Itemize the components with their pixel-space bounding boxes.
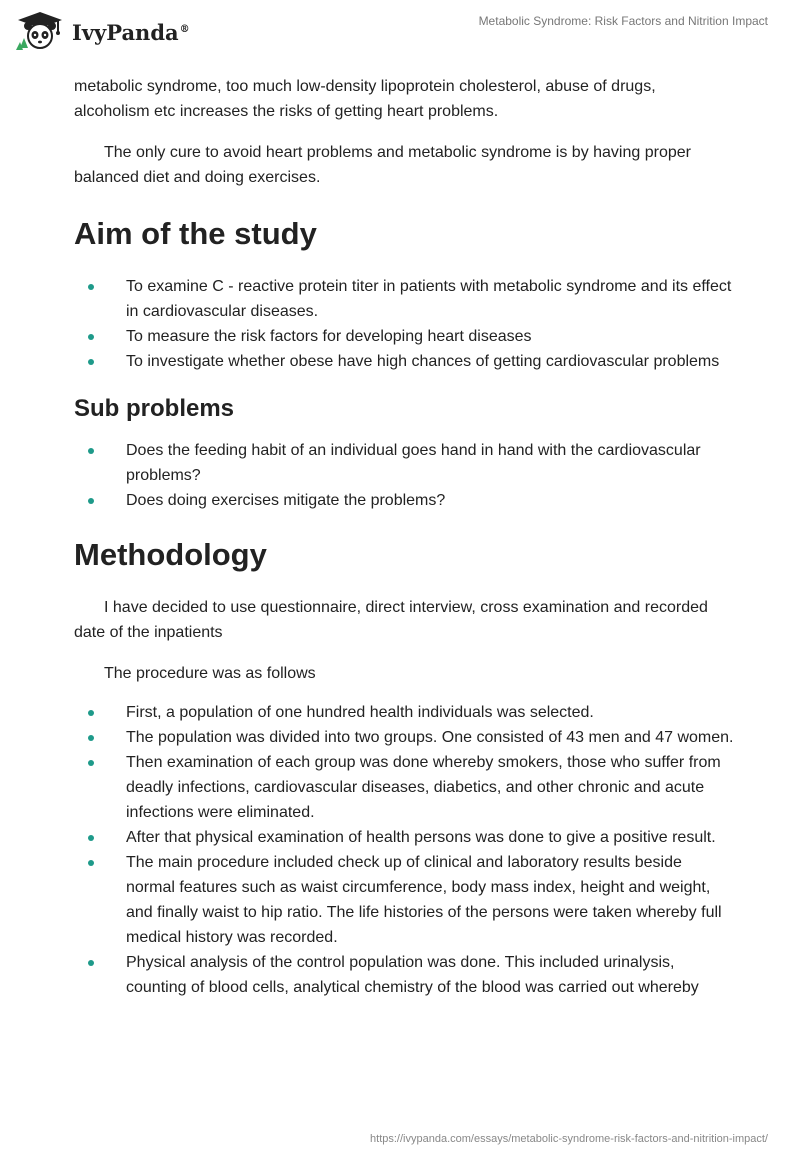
list-item: To examine C - reactive protein titer in patients with metabolic syndrome and its effect in cardiovascular diseases. <box>74 274 734 324</box>
bullet-icon <box>88 334 94 340</box>
list-item: To investigate whether obese have high chances of getting cardiovascular problems <box>74 349 734 374</box>
procedure-list <box>74 700 734 1000</box>
bullet-icon <box>88 710 94 716</box>
list-item: Then examination of each group was done whereby smokers, those who suffer from deadly infections, cardiovascular diseases, diabetics, and other chronic and acute infections were eliminated. <box>74 750 734 825</box>
bullet-icon <box>88 448 94 454</box>
intro-paragraph-2: The only cure to avoid heart problems and metabolic syndrome is by having proper balanced diet and doing exercises. <box>74 144 691 186</box>
page-header <box>0 0 800 70</box>
list-item: First, a population of one hundred health individuals was selected. <box>74 700 734 725</box>
list-item: Does the feeding habit of an individual goes hand in hand with the cardiovascular problems? <box>74 438 734 488</box>
intro-paragraph-1: metabolic syndrome, too much low-density lipoprotein cholesterol, abuse of drugs, alcoholism etc increases the risks of getting heart problems. <box>74 78 656 120</box>
essay-content <box>74 70 734 1000</box>
running-title: Metabolic Syndrome: Risk Factors and Nitrition Impact <box>478 14 768 28</box>
list-item: The population was divided into two groups. One consisted of 43 men and 47 women. <box>74 725 734 750</box>
bullet-icon <box>88 960 94 966</box>
bullet-icon <box>88 860 94 866</box>
methodology-paragraph-2: The procedure was as follows <box>104 665 316 682</box>
list-item: Does doing exercises mitigate the problems? <box>74 488 734 513</box>
methodology-heading: Methodology <box>74 537 267 572</box>
bullet-icon <box>88 284 94 290</box>
list-item: To measure the risk factors for developing heart diseases <box>74 324 734 349</box>
panda-graduate-icon <box>14 10 66 52</box>
aim-heading: Aim of the study <box>74 216 317 251</box>
list-item: After that physical examination of health persons was done to give a positive result. <box>74 825 734 850</box>
sub-problems-list <box>74 438 734 513</box>
brand-name: IvyPanda® <box>72 19 190 45</box>
aim-list <box>74 274 734 374</box>
list-item: The main procedure included check up of clinical and laboratory results beside normal features such as waist circumference, body mass index, height and weight, and finally waist to hip ratio. The life histories of the persons were taken whereby full medical history was recorded. <box>74 850 734 950</box>
bullet-icon <box>88 735 94 741</box>
sub-problems-heading: Sub problems <box>74 395 235 422</box>
bullet-icon <box>88 359 94 365</box>
source-url[interactable]: https://ivypanda.com/essays/metabolic-syndrome-risk-factors-and-nitrition-impact/ <box>370 1133 768 1145</box>
ivypanda-logo[interactable] <box>14 10 190 52</box>
bullet-icon <box>88 760 94 766</box>
list-item: Physical analysis of the control population was done. This included urinalysis, counting of blood cells, analytical chemistry of the blood was carried out whereby <box>74 950 734 1000</box>
bullet-icon <box>88 835 94 841</box>
bullet-icon <box>88 498 94 504</box>
methodology-paragraph-1: I have decided to use questionnaire, direct interview, cross examination and recorded date of the inpatients <box>74 599 708 641</box>
